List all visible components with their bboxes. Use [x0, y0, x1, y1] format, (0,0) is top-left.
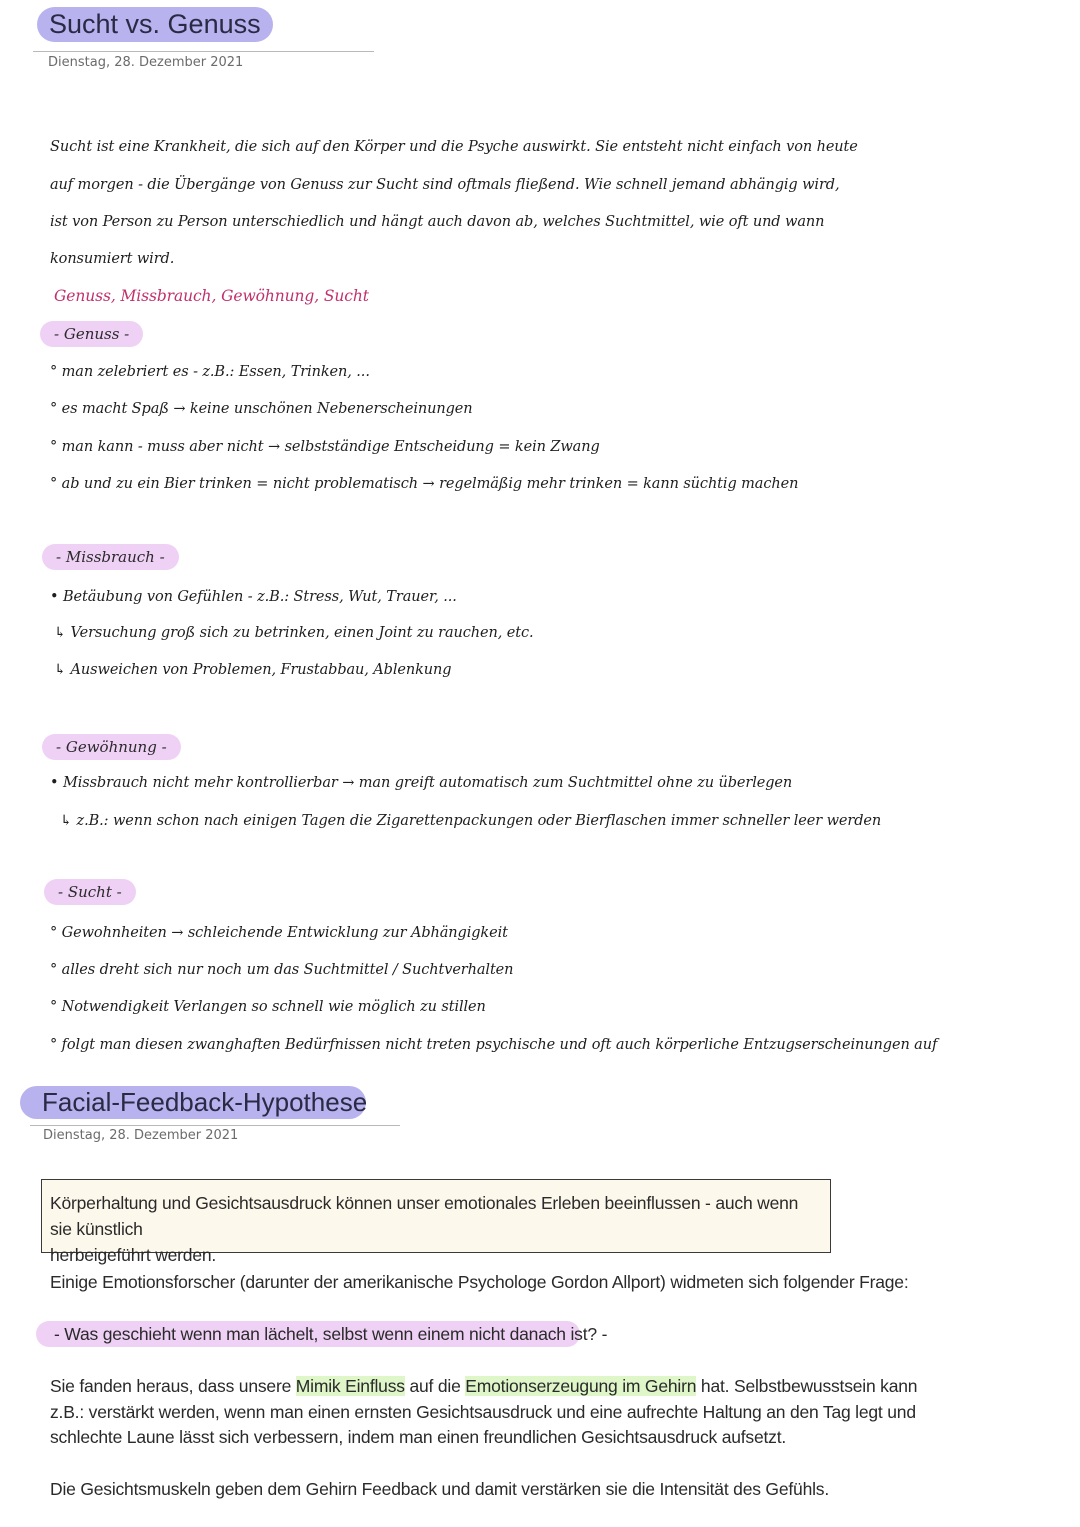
heading-missbrauch: - Missbrauch - [42, 544, 179, 570]
stages-list: Genuss, Missbrauch, Gewöhnung, Sucht [54, 287, 369, 305]
missbrauch-item-1: • Betäubung von Gefühlen - z.B.: Stress, Wut, Trauer, ... [50, 589, 457, 605]
findings-text-c: hat. Selbstbewusstsein kann [696, 1376, 918, 1396]
genuss-item-4: ° ab und zu ein Bier trinken = nicht problematisch → regelmäßig mehr trinken = kann süchtig machen [50, 476, 799, 492]
missbrauch-item-3: ↳ Ausweichen von Problemen, Frustabbau, Ablenkung [54, 662, 452, 678]
findings-line-3: schlechte Laune lässt sich verbessern, indem man einen freundlichen Gesichtsausdruck aufsetzt. [50, 1427, 787, 1447]
gewoehnung-item-2: ↳ z.B.: wenn schon nach einigen Tagen die Zigarettenpackungen oder Bierflaschen immer schneller leer werden [60, 813, 882, 829]
missbrauch-item-2: ↳ Versuchung groß sich zu betrinken, einen Joint zu rauchen, etc. [54, 625, 534, 641]
findings-text-a: Sie fanden heraus, dass unsere [50, 1376, 296, 1396]
findings-text-b: auf die [404, 1376, 466, 1396]
definition-box [41, 1179, 831, 1265]
heading-gewoehnung: - Gewöhnung - [42, 734, 181, 760]
sucht-item-2: ° alles dreht sich nur noch um das Suchtmittel / Suchtverhalten [50, 962, 514, 978]
genuss-item-3: ° man kann - muss aber nicht → selbstständige Entscheidung = kein Zwang [50, 439, 600, 455]
heading-genuss: - Genuss - [40, 321, 143, 347]
genuss-item-2: ° es macht Spaß → keine unschönen Nebenerscheinungen [50, 401, 473, 417]
sucht-item-1: ° Gewohnheiten → schleichende Entwicklung zur Abhängigkeit [50, 925, 508, 941]
heading-sucht: - Sucht - [44, 879, 136, 905]
sucht-item-4: ° folgt man diesen zwanghaften Bedürfnissen nicht treten psychische und oft auch körperliche Entzugserscheinungen auf [50, 1037, 938, 1053]
sucht-item-3: ° Notwendigkeit Verlangen so schnell wie möglich zu stillen [50, 999, 486, 1015]
page-title-sucht: Sucht vs. Genuss [37, 7, 273, 42]
intro-line-4: konsumiert wird. [50, 251, 175, 267]
highlight-mimik: Mimik Einfluss [295, 1376, 405, 1396]
intro-line-1: Sucht ist eine Krankheit, die sich auf den Körper und die Psyche auswirkt. Sie entsteht nicht einfach von heute [50, 139, 858, 155]
intro-line-3: ist von Person zu Person unterschiedlich und hängt auch davon ab, welches Suchtmittel, wie oft und wann [50, 214, 825, 230]
gewoehnung-item-1: • Missbrauch nicht mehr kontrollierbar → man greift automatisch zum Suchtmittel ohne zu überlegen [50, 775, 793, 791]
findings-line-2: z.B.: verstärkt werden, wenn man einen ernsten Gesichtsausdruck und eine aufrechte Haltung an den Tag legt und [50, 1402, 916, 1422]
title-underline-2 [30, 1125, 400, 1126]
conclusion-paragraph: Die Gesichtsmuskeln geben dem Gehirn Feedback und damit verstärken sie die Intensität des Gefühls. [50, 1479, 830, 1499]
intro-paragraph: Einige Emotionsforscher (darunter der amerikanische Psychologe Gordon Allport) widmeten sich folgender Frage: [50, 1272, 909, 1292]
definition-line-1: Körperhaltung und Gesichtsausdruck können unser emotionales Erleben beeinflussen - auch wenn sie künstlich [50, 1193, 799, 1239]
page-title-facial-feedback: Facial-Feedback-Hypothese [20, 1086, 366, 1119]
genuss-item-1: ° man zelebriert es - z.B.: Essen, Trinken, ... [50, 364, 370, 380]
definition-line-2: herbeigeführt werden. [50, 1245, 217, 1265]
intro-line-2: auf morgen - die Übergänge von Genuss zur Sucht sind oftmals fließend. Wie schnell jemand abhängig wird, [50, 177, 840, 193]
question-highlight: - Was geschieht wenn man lächelt, selbst wenn einem nicht danach ist? - [36, 1321, 580, 1347]
highlight-emotionserzeugung: Emotionserzeugung im Gehirn [465, 1376, 697, 1396]
title-underline [33, 51, 374, 52]
findings-line-1 [50, 1373, 917, 1399]
page-date: Dienstag, 28. Dezember 2021 [48, 55, 244, 70]
page-date-2: Dienstag, 28. Dezember 2021 [43, 1128, 239, 1143]
